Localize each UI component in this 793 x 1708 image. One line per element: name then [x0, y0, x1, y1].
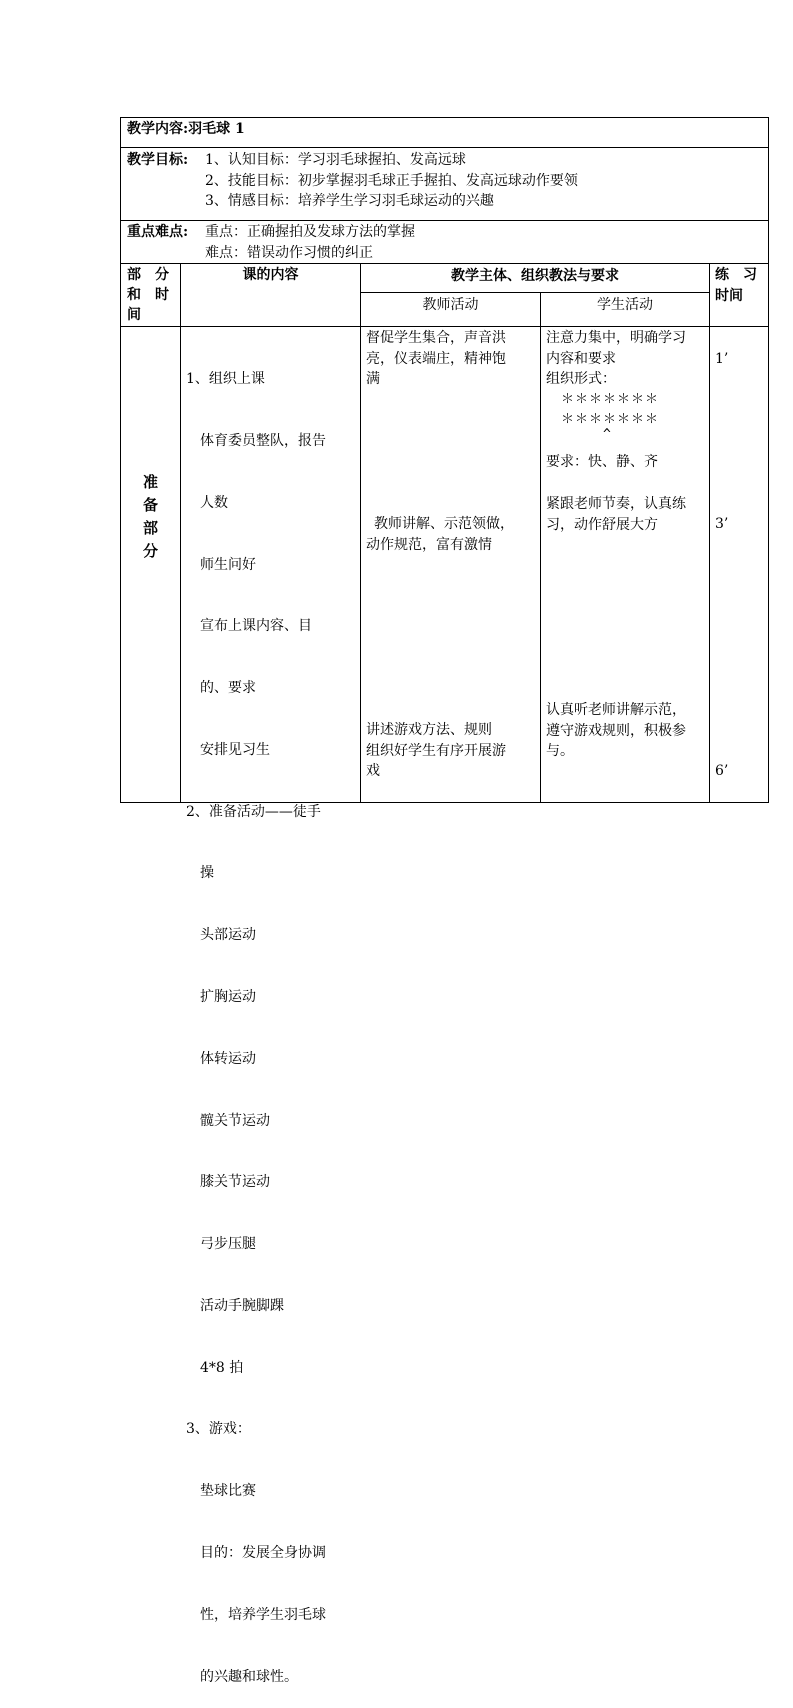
key-point: 难点：错误动作习惯的纠正 [205, 244, 373, 261]
practice-time-line: 时间 [715, 288, 743, 304]
goal-list [205, 150, 578, 212]
practice-time: 1’ [715, 351, 729, 367]
formation-row: ＊＊＊＊＊＊＊ [561, 412, 660, 427]
teacher-header: 教师活动 [422, 297, 479, 313]
content-line: 安排见习生 [186, 741, 270, 758]
content-header: 课的内容 [242, 267, 299, 283]
border-col-method [360, 263, 361, 803]
teacher-line: 满 [366, 371, 380, 388]
content-line: 体育委员整队，报告 [186, 432, 326, 449]
goal-item: 2、技能目标：初步掌握羽毛球正手握拍、发高远球动作要领 [205, 172, 578, 189]
content-line: 活动手腕脚踝 [186, 1297, 284, 1314]
content-label: 教学内容: [127, 121, 189, 137]
formation-teacher-mark: ^ [603, 427, 611, 442]
border-col-time [709, 263, 710, 803]
content-list [186, 328, 326, 1708]
content-line: 宣布上课内容、目 [186, 618, 312, 635]
content-line: 髋关节运动 [186, 1112, 270, 1129]
content-line: 1、组织上课 [186, 371, 265, 388]
content-line: 人数 [186, 494, 228, 511]
teacher-line: 组织好学生有序开展游 [366, 742, 506, 759]
formation-diagram [561, 390, 659, 440]
content-line: 的兴趣和球性。 [186, 1668, 298, 1685]
content-row [127, 119, 245, 139]
key-list [205, 222, 415, 263]
border-after-header [120, 326, 769, 327]
teacher-line: 动作规范，富有激情 [366, 536, 492, 553]
part-char: 分 [142, 542, 158, 560]
part-time-line: 部 分 [127, 267, 169, 283]
border-right [768, 117, 769, 803]
student-activity-1 [546, 328, 686, 390]
part-char: 准 [142, 473, 158, 491]
content-line: 体转运动 [186, 1050, 256, 1067]
teacher-line: 戏 [366, 763, 380, 780]
practice-time-header [715, 265, 757, 307]
practice-time: 6’ [715, 763, 729, 779]
content-line: 头部运动 [186, 927, 256, 944]
goal-item: 3、情感目标：培养学生学习羽毛球运动的兴趣 [205, 193, 494, 210]
content-line: 垫球比赛 [186, 1483, 256, 1500]
student-line: 内容和要求 [546, 350, 616, 367]
part-time-header [127, 265, 169, 325]
goal-item: 1、认知目标：学习羽毛球握拍、发高远球 [205, 152, 466, 168]
content-line: 3、游戏： [186, 1421, 251, 1438]
content-line: 弓步压腿 [186, 1236, 256, 1253]
border-left [120, 117, 121, 803]
key-point: 重点：正确握拍及发球方法的掌握 [205, 224, 415, 240]
border-method-subheader [360, 292, 709, 293]
part-label [121, 471, 180, 563]
teacher-activity-1 [366, 328, 506, 390]
student-line: 组织形式： [546, 371, 616, 388]
student-line: 习，动作舒展大方 [546, 516, 658, 533]
student-requirement: 要求：快、静、齐 [546, 454, 658, 470]
content-line: 的、要求 [186, 680, 256, 697]
border-top [120, 117, 769, 118]
student-line: 遵守游戏规则，积极参 [546, 722, 686, 739]
border-col-student [540, 292, 541, 803]
teacher-activity-3 [366, 720, 506, 782]
content-line: 师生问好 [186, 556, 256, 573]
teacher-line: 讲述游戏方法、规则 [366, 722, 492, 738]
student-line: 认真听老师讲解示范， [546, 702, 686, 718]
part-char: 备 [142, 496, 158, 514]
student-activity-2 [546, 494, 686, 535]
method-header: 教学主体、组织教法与要求 [451, 268, 619, 284]
part-time-line: 和 时 [127, 287, 169, 303]
part-time-line: 间 [127, 307, 141, 323]
student-line: 紧跟老师节奏，认真练 [546, 496, 686, 512]
key-label: 重点难点: [127, 224, 189, 240]
goal-label: 教学目标: [127, 152, 189, 168]
teacher-activity-2 [366, 514, 514, 555]
practice-time: 3’ [715, 516, 729, 532]
teacher-line: 督促学生集合，声音洪 [366, 330, 506, 346]
border-col-content [180, 263, 181, 803]
student-activity-3 [546, 700, 686, 762]
content-line: 目的：发展全身协调 [186, 1545, 326, 1562]
content-line: 操 [186, 865, 214, 882]
content-value: 羽毛球 1 [188, 121, 245, 137]
content-line: 4*8 拍 [186, 1359, 244, 1376]
border-after-goals [120, 220, 769, 221]
content-line: 性，培养学生羽毛球 [186, 1606, 326, 1623]
teacher-line: 教师讲解、示范领做， [374, 516, 514, 532]
content-line: 膝关节运动 [186, 1174, 270, 1191]
practice-time-line: 练 习 [715, 267, 757, 283]
part-char: 部 [142, 519, 158, 537]
student-line: 注意力集中，明确学习 [546, 330, 686, 346]
student-line: 与。 [546, 743, 574, 760]
content-line: 2、准备活动——徒手 [186, 803, 321, 820]
formation-row: ＊＊＊＊＊＊＊ [561, 392, 660, 407]
student-header: 学生活动 [597, 297, 653, 313]
teacher-line: 亮，仪表端庄，精神饱 [366, 350, 506, 367]
content-line: 扩胸运动 [186, 989, 256, 1005]
border-after-content [120, 147, 769, 148]
